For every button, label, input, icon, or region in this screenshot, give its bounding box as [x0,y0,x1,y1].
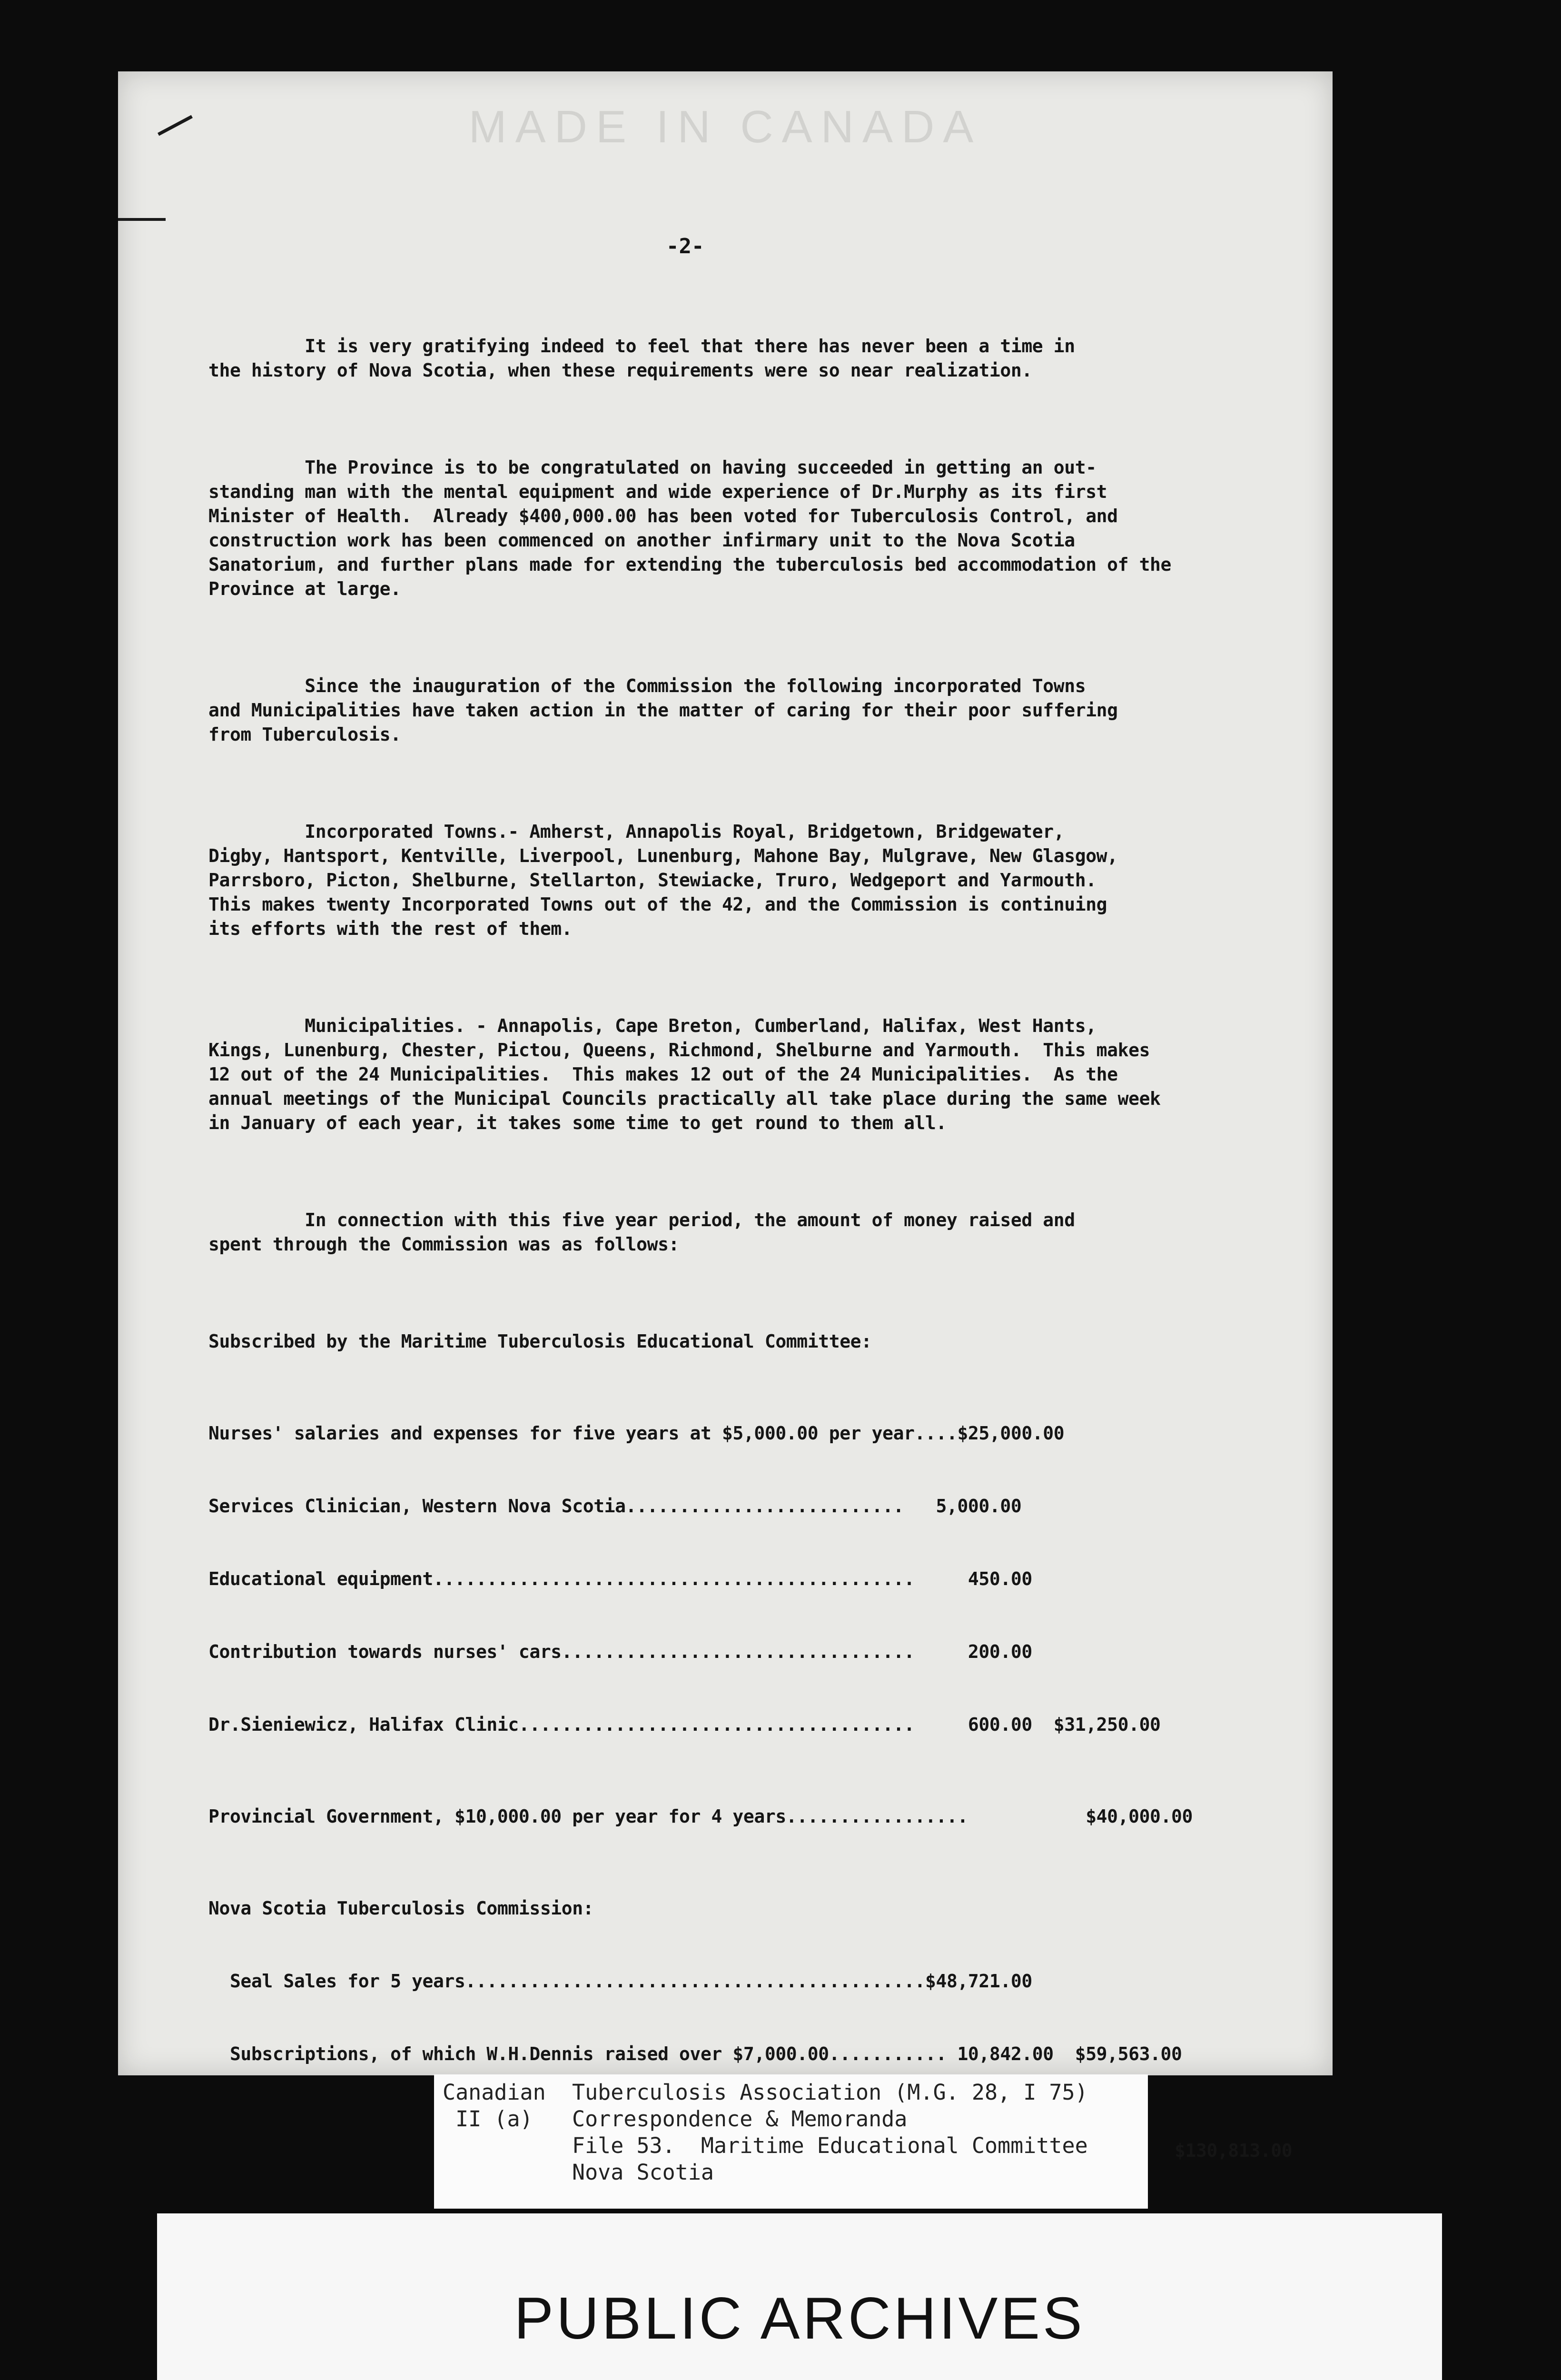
ledger-row: Dr.Sieniewicz, Halifax Clinic..................................... 600.00 $31,250.00 [208,1714,1161,1735]
label-description: Tuberculosis Association (M.G. 28, I 75) Correspondence & Memoranda File 53. Maritime Educational Committee Nova Scotia [572,2080,1088,2185]
label-fonds: Canadian II (a) [443,2080,546,2132]
paragraph: It is very gratifying indeed to feel that there has never been a time in the history of Nova Scotia, when these requirements were so near realization. [208,336,1075,381]
typed-text [208,286,1341,2380]
pen-mark [118,218,166,221]
grand-total: $130,813.00 [1175,2140,1293,2161]
ledger-row: Services Clinician, Western Nova Scotia.......................... 5,000.00 [208,1496,1022,1517]
ledger-row: Nurses' salaries and expenses for five years at $5,000.00 per year....$25,000.00 [208,1423,1065,1444]
ledger-row: Contribution towards nurses' cars................................. 200.00 [208,1641,1032,1662]
stamp-line-english: PUBLIC ARCHIVES [514,2286,1085,2351]
paragraph: In connection with this five year period, the amount of money raised and spent through the Commission was as follows: [208,1210,1075,1255]
paragraph: Municipalities. - Annapolis, Cape Breton, Cumberland, Halifax, West Hants, Kings, Lunenburg, Chester, Pictou, Queens, Richmond, Shelburne and Yarmouth. This makes 12 out of the 24 Municipalities. This makes 12 out of the 24 Municipalities. As the annual meetings of the Municipal Councils practically all take place during the same week in January of each year, it takes some time to get round to them all. [208,1015,1161,1133]
commission-heading: Nova Scotia Tuberculosis Commission: [208,1898,594,1919]
paragraph: The Province is to be congratulated on having succeeded in getting an out- standing man with the mental equipment and wide experience of Dr.Murphy as its first Minister of Health. Already $400,000.00 has been voted for Tuberculosis Control, and construction work has been commenced on another infirmary unit to the Nova Scotia Sanatorium, and further plans made for extending the tuberculosis bed accommodation of the Province at large. [208,457,1172,599]
page-number: -2- [666,234,704,258]
paragraph: Since the inauguration of the Commission the following incorporated Towns and Municipalities have taken action in the matter of caring for their poor suffering from Tuberculosis. [208,675,1118,745]
subscribed-heading: Subscribed by the Maritime Tuberculosis Educational Committee: [208,1331,872,1352]
ledger-row: Provincial Government, $10,000.00 per year for 4 years................. $40,000.00 [208,1806,1193,1827]
archives-stamp [157,2213,1442,2380]
ledger-row: Subscriptions, of which W.H.Dennis raised over $7,000.00........... 10,842.00 $59,563.00 [208,2043,1182,2064]
paragraph: Incorporated Towns.- Amherst, Annapolis Royal, Bridgetown, Bridgewater, Digby, Hantsport, Kentville, Liverpool, Lunenburg, Mahone Bay, Mulgrave, New Glasgow, Parrsboro, Picton, Shelburne, Stellarton, Stewiacke, Truro, Wedgeport and Yarmouth. This makes twenty Incorporated Towns out of the 42, and the Commission is continuing its efforts with the rest of them. [208,821,1118,939]
watermark: MADE IN CANADA [468,101,982,152]
ledger-row: Educational equipment............................................. 450.00 [208,1568,1032,1589]
archive-reference-label [434,2074,1148,2209]
ledger-row: Seal Sales for 5 years...........................................$48,721.00 [208,1971,1032,1992]
